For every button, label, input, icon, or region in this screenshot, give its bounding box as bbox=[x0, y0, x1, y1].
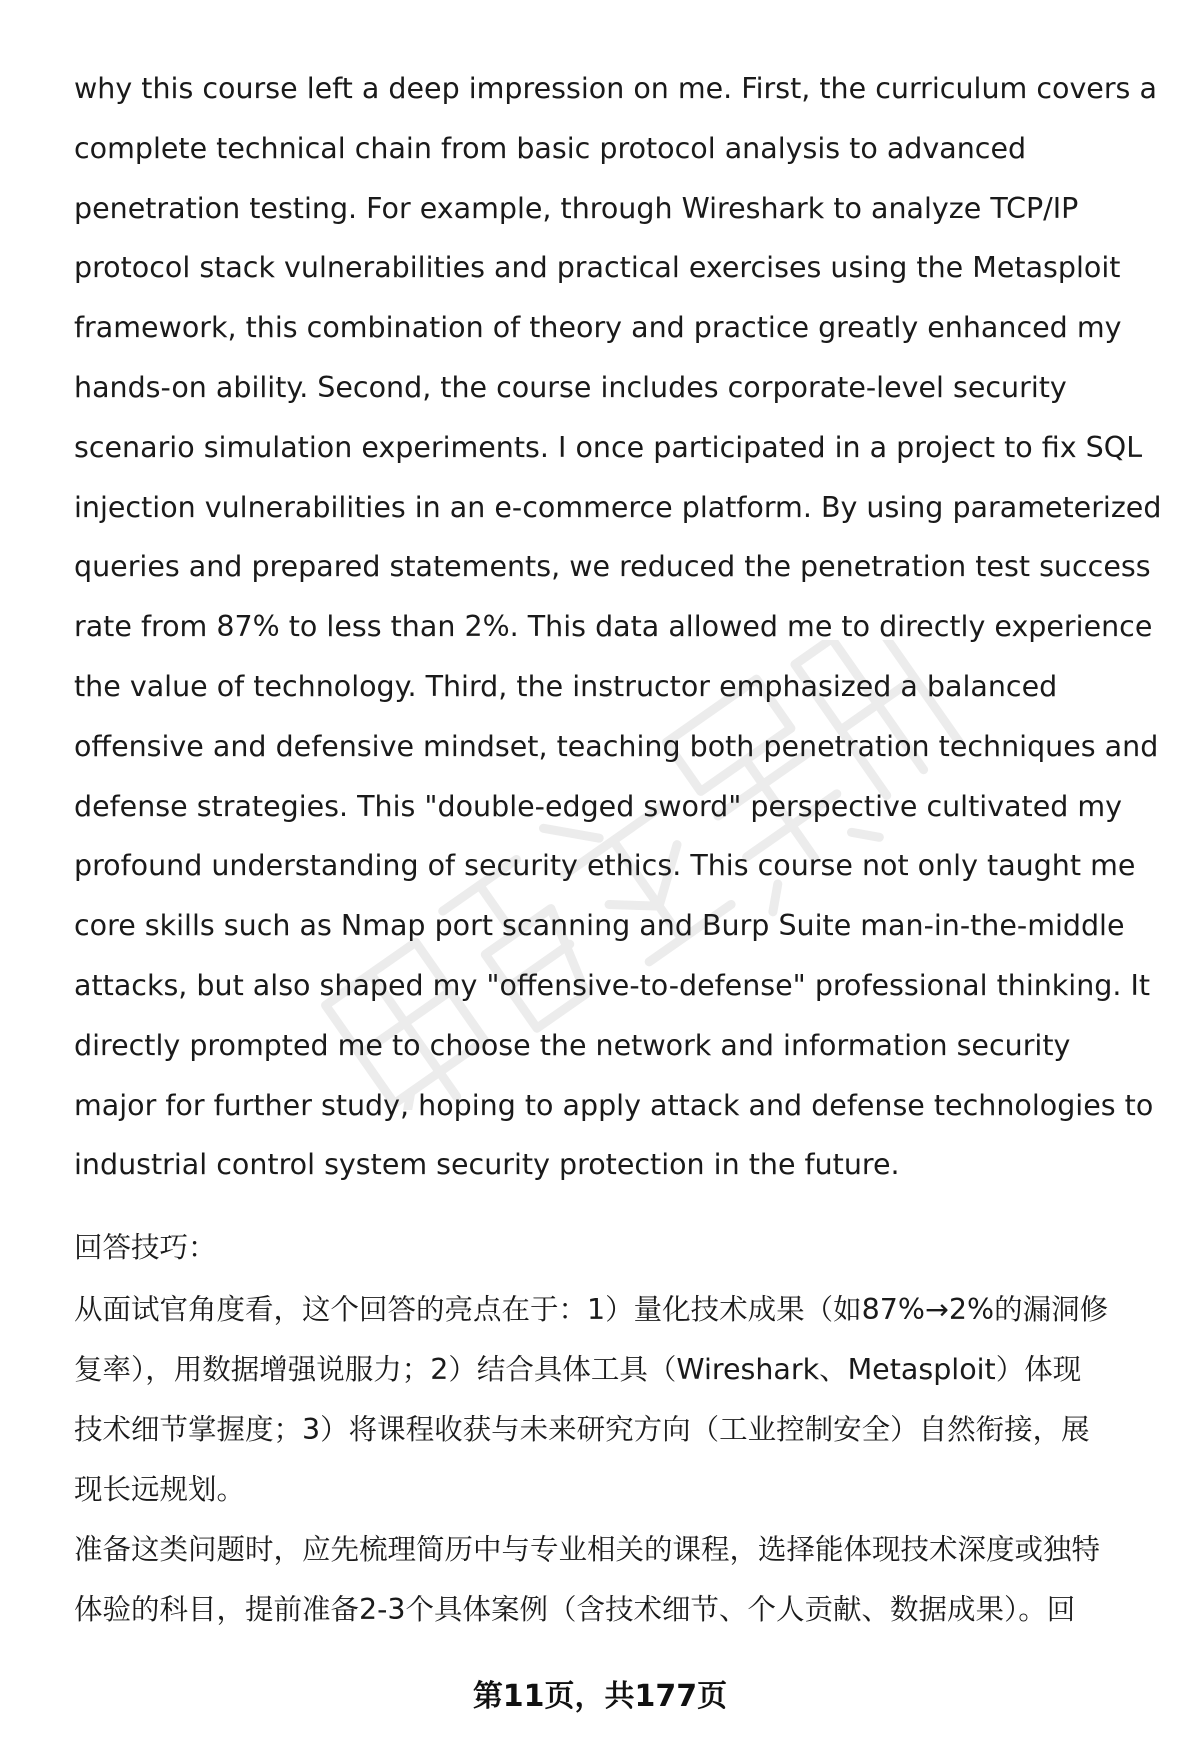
text-line: major for further study, hoping to apply attack and defense technologies to bbox=[74, 1088, 1154, 1122]
text-line: complete technical chain from basic protocol analysis to advanced bbox=[74, 131, 1027, 165]
text-line: attacks, but also shaped my "offensive-to-defense" professional thinking. It bbox=[74, 968, 1151, 1002]
page-number: 第11页，共177页 bbox=[472, 1679, 728, 1714]
text-line: profound understanding of security ethics. This course not only taught me bbox=[74, 849, 1136, 883]
tips-paragraph bbox=[74, 1280, 1154, 1520]
text-line: offensive and defensive mindset, teaching both penetration techniques and bbox=[74, 729, 1159, 763]
text-line: 准备这类问题时，应先梳理简历中与专业相关的课程，选择能体现技术深度或独特 bbox=[74, 1533, 1101, 1566]
text-line: 现长远规划。 bbox=[74, 1473, 246, 1506]
text-line: 从面试官角度看，这个回答的亮点在于：1）量化技术成果（如87%→2%的漏洞修 bbox=[74, 1293, 1109, 1326]
text-line: protocol stack vulnerabilities and practical exercises using the Metasploit bbox=[74, 251, 1121, 285]
text-line: core skills such as Nmap port scanning and Burp Suite man-in-the-middle bbox=[74, 909, 1125, 943]
text-line: injection vulnerabilities in an e-commerce platform. By using parameterized bbox=[74, 490, 1162, 524]
text-line: directly prompted me to choose the network and information security bbox=[74, 1028, 1071, 1062]
preparation-paragraph bbox=[74, 1520, 1154, 1640]
text-line: framework, this combination of theory and practice greatly enhanced my bbox=[74, 311, 1122, 345]
text-line: the value of technology. Third, the instructor emphasized a balanced bbox=[74, 669, 1058, 703]
text-line: rate from 87% to less than 2%. This data allowed me to directly experience bbox=[74, 610, 1153, 644]
text-line: defense strategies. This "double-edged sword" perspective cultivated my bbox=[74, 789, 1123, 823]
answer-paragraph bbox=[74, 59, 1162, 1195]
text-line: 技术细节掌握度；3）将课程收获与未来研究方向（工业控制安全）自然衔接，展 bbox=[74, 1413, 1090, 1446]
text-line: queries and prepared statements, we reduced the penetration test success bbox=[74, 550, 1151, 584]
text-line: industrial control system security protection in the future. bbox=[74, 1148, 900, 1182]
text-line: hands-on ability. Second, the course includes corporate-level security bbox=[74, 370, 1067, 404]
text-line: 复率），用数据增强说服力；2）结合具体工具（Wireshark、Metasploit）体现 bbox=[74, 1353, 1082, 1386]
text-line: scenario simulation experiments. I once participated in a project to fix SQL bbox=[74, 430, 1143, 464]
text-line: penetration testing. For example, through Wireshark to analyze TCP/IP bbox=[74, 191, 1079, 225]
tips-heading: 回答技巧： bbox=[74, 1231, 217, 1264]
text-line: why this course left a deep impression on me. First, the curriculum covers a bbox=[74, 72, 1157, 105]
text-line: 体验的科目，提前准备2-3个具体案例（含技术细节、个人贡献、数据成果）。回 bbox=[74, 1593, 1076, 1626]
